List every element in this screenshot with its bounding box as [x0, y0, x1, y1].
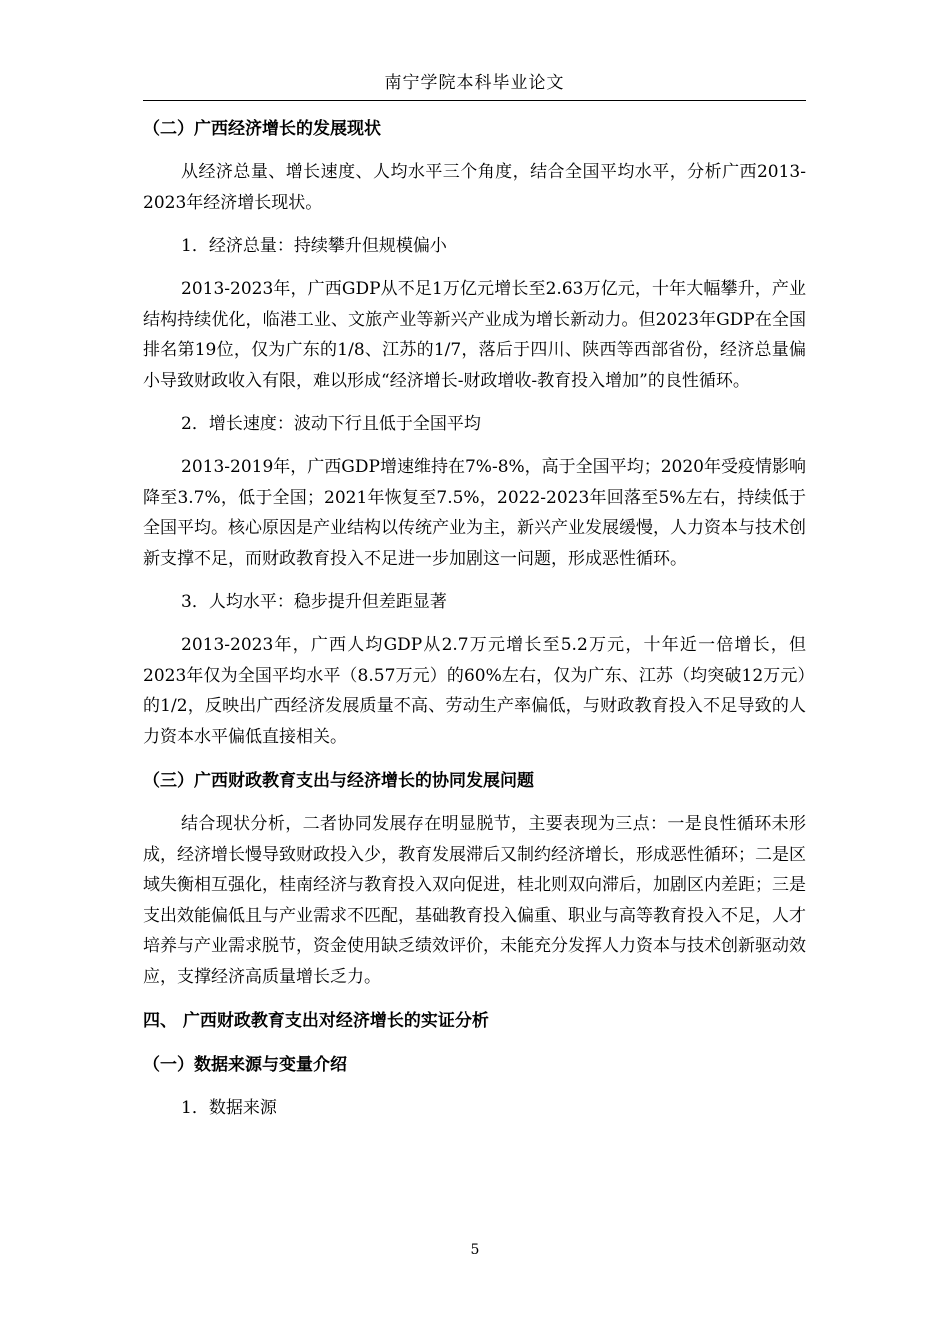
document-body [143, 114, 806, 1123]
page-number: 5 [470, 1242, 480, 1258]
subsection-2-title: 2．增长速度：波动下行且低于全国平均 [181, 414, 481, 434]
subsection-3-title: 3．人均水平：稳步提升但差距显著 [181, 592, 447, 612]
chapter-heading-4: 四、 广西财政教育支出对经济增长的实证分析 [143, 1011, 489, 1031]
section-2-intro: 从经济总量、增长速度、人均水平三个角度，结合全国平均水平，分析广西2013-2023年经济增长现状。 [143, 162, 806, 213]
section-heading-2: （二）广西经济增长的发展现状 [143, 119, 381, 139]
subsection-3-body: 2013-2023年，广西人均GDP从2.7万元增长至5.2万元，十年近一倍增长，但2023年仅为全国平均水平（8.57万元）的60%左右，仅为广东、江苏（均突破12万元）的1/2，反映出广西经济发展质量不高、劳动生产率偏低，与财政教育投入不足导致的人力资本水平偏低直接相关。 [143, 635, 806, 747]
subsection-2-body: 2013-2019年，广西GDP增速维持在7%-8%，高于全国平均；2020年受疫情影响降至3.7%，低于全国；2021年恢复至7.5%，2022-2023年回落至5%左右，持续低于全国平均。核心原因是产业结构以传统产业为主，新兴产业发展缓慢，人力资本与技术创新支撑不足，而财政教育投入不足进一步加剧这一问题，形成恶性循环。 [143, 457, 806, 569]
section-heading-3: （三）广西财政教育支出与经济增长的协同发展问题 [143, 771, 534, 791]
chapter-4-section-1-heading: （一）数据来源与变量介绍 [143, 1055, 347, 1075]
subsection-1-title: 1．经济总量：持续攀升但规模偏小 [181, 236, 447, 256]
chapter-4-item-1-title: 1．数据来源 [181, 1098, 277, 1118]
header-divider [143, 100, 806, 101]
subsection-1-body: 2013-2023年，广西GDP从不足1万亿元增长至2.63万亿元，十年大幅攀升，产业结构持续优化，临港工业、文旅产业等新兴产业成为增长新动力。但2023年GDP在全国排名第19位，仅为广东的1/8、江苏的1/7，落后于四川、陕西等西部省份，经济总量偏小导致财政收入有限，难以形成“经济增长-财政增收-教育投入增加”的良性循环。 [143, 279, 806, 391]
section-3-body: 结合现状分析，二者协同发展存在明显脱节，主要表现为三点：一是良性循环未形成，经济增长慢导致财政投入少，教育发展滞后又制约经济增长，形成恶性循环；二是区域失衡相互强化，桂南经济与教育投入双向促进，桂北则双向滞后，加剧区内差距；三是支出效能偏低且与产业需求不匹配，基础教育投入偏重、职业与高等教育投入不足，人才培养与产业需求脱节，资金使用缺乏绩效评价，未能充分发挥人力资本与技术创新驱动效应，支撑经济高质量增长乏力。 [143, 814, 806, 987]
page-header-title: 南宁学院本科毕业论文 [384, 73, 565, 93]
